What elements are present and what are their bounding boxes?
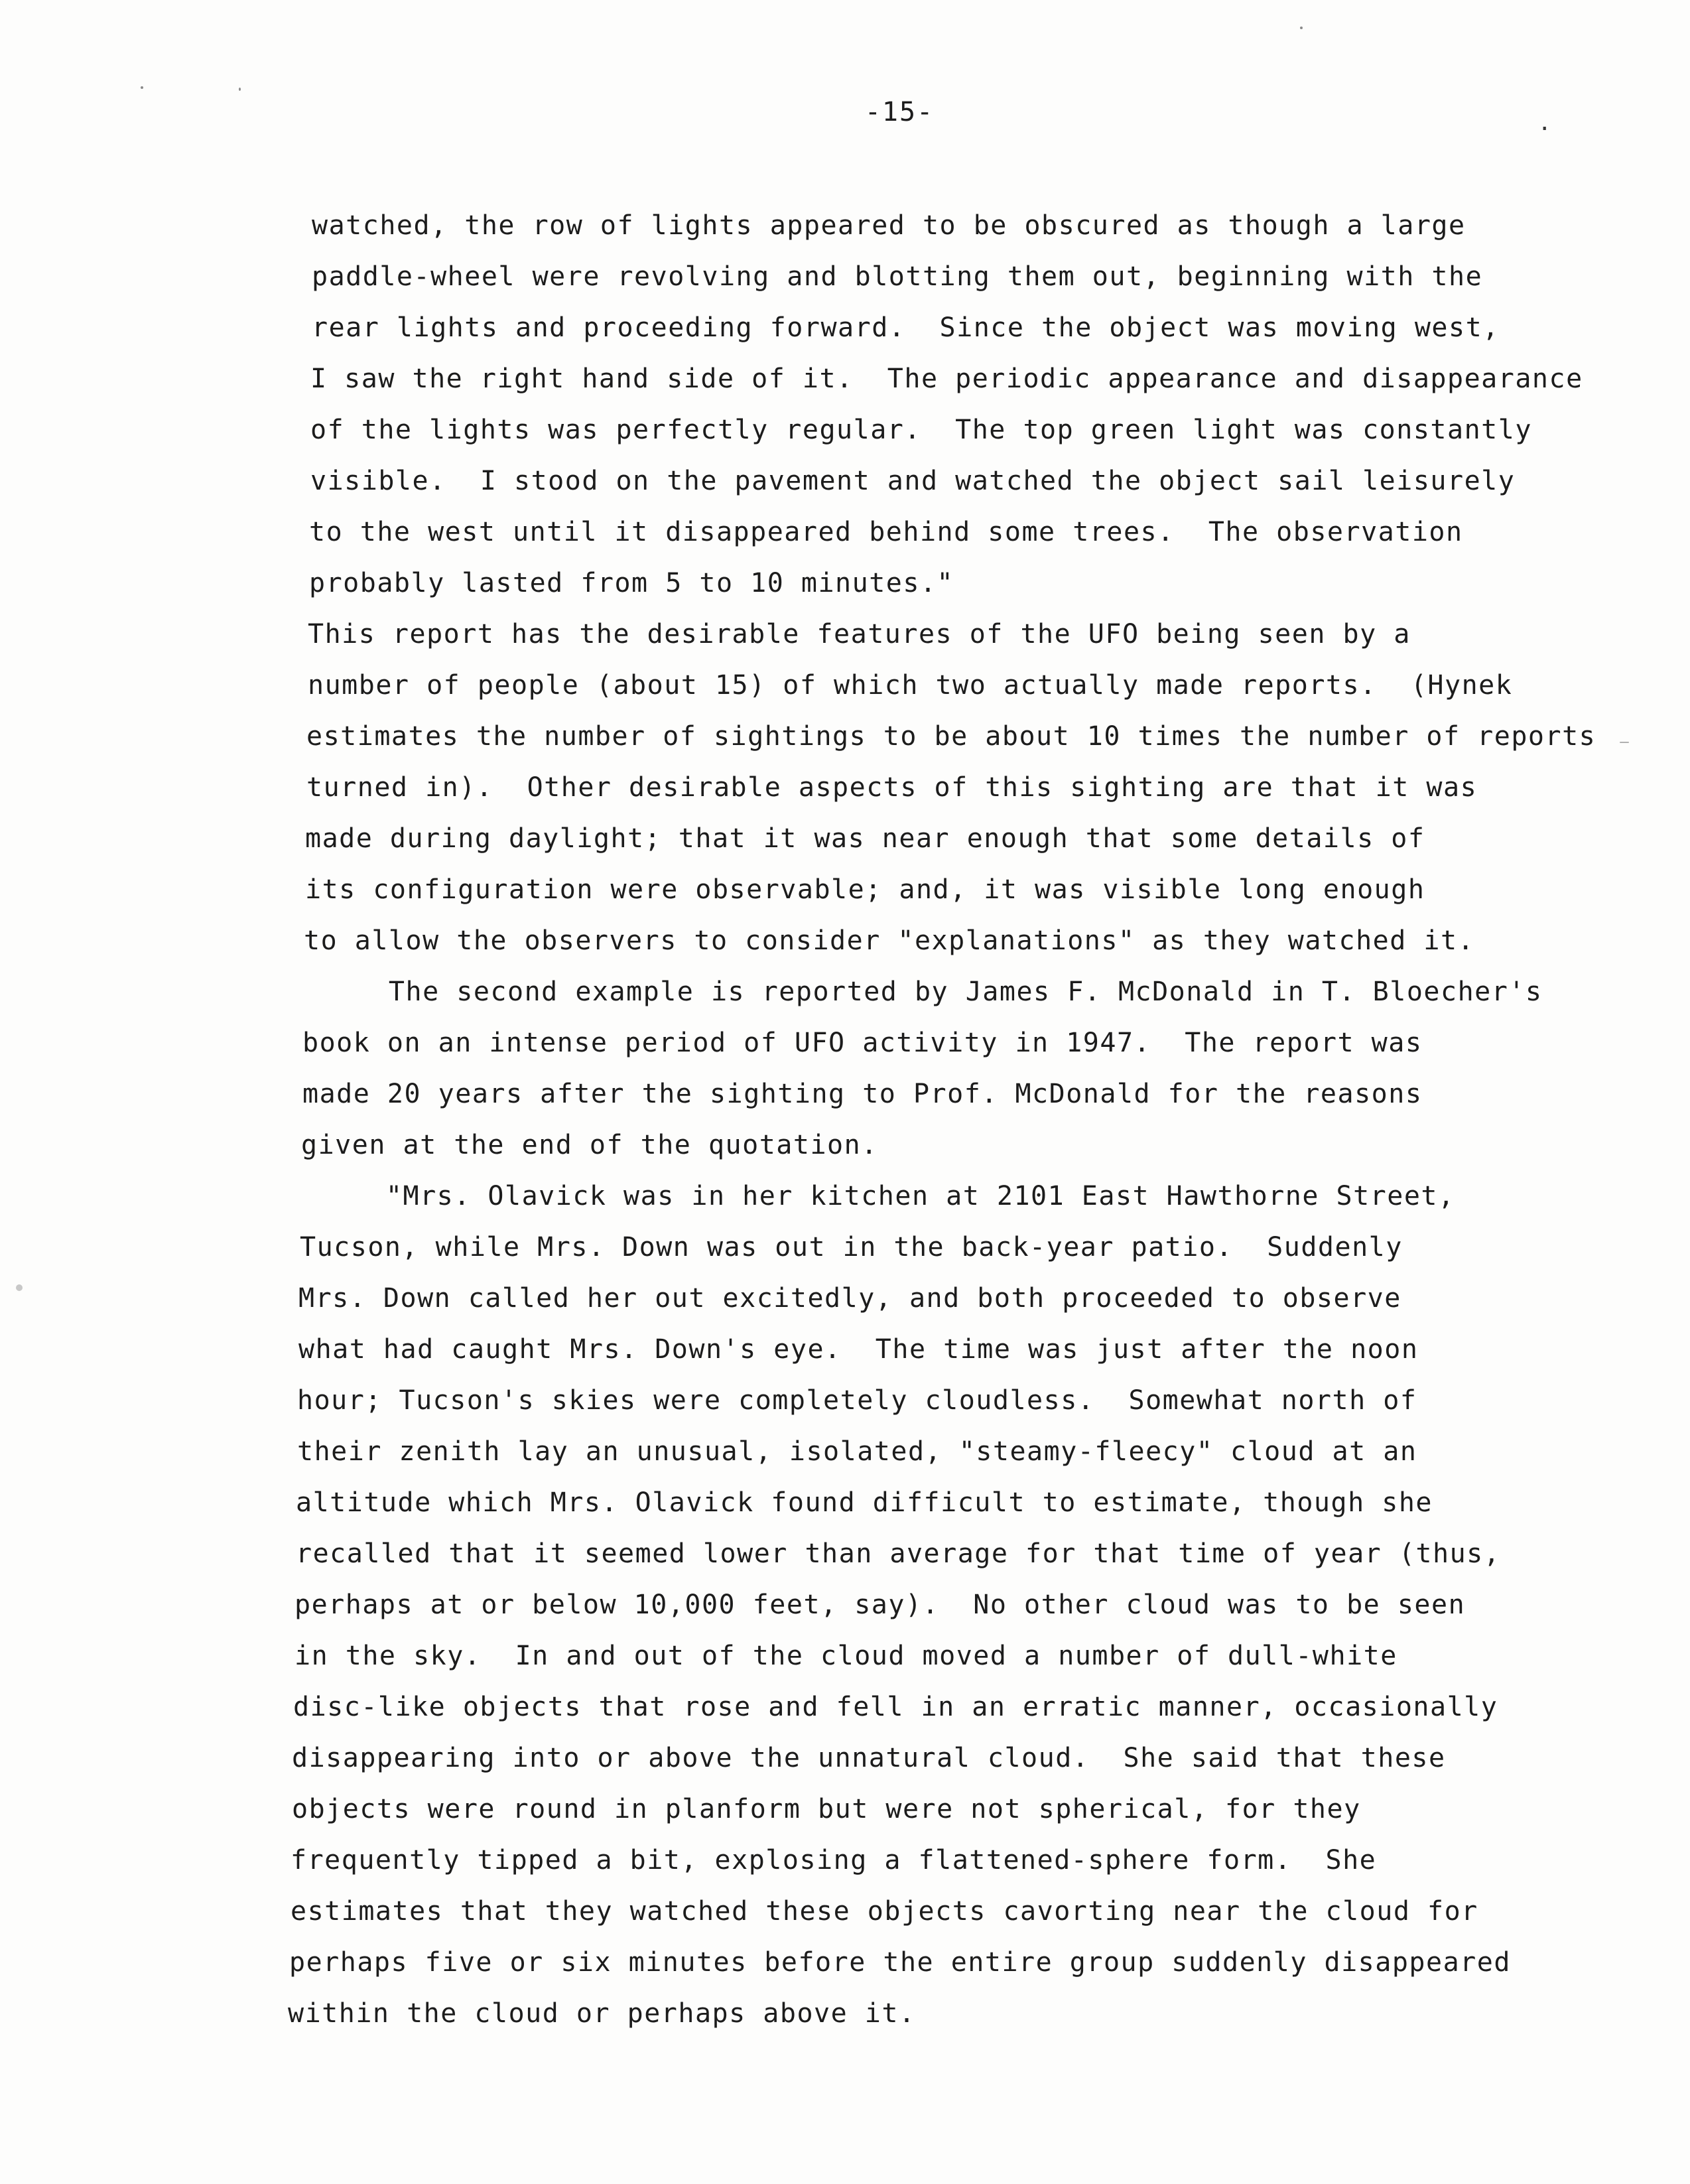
text-line: The second example is reported by James F. McDonald in T. Bloecher's	[304, 977, 1543, 1007]
text-line: turned in). Other desirable aspects of this sighting are that it was	[306, 772, 1478, 803]
text-line: in the sky. In and out of the cloud moved a number of dull-white	[294, 1641, 1398, 1671]
scan-speck	[239, 88, 241, 91]
text-line: number of people (about 15) of which two actually made reports. (Hynek	[308, 670, 1513, 701]
text-line: Mrs. Down called her out excitedly, and both proceeded to observe	[298, 1283, 1401, 1314]
text-line: disappearing into or above the unnatural cloud. She said that these	[292, 1743, 1446, 1773]
text-line: objects were round in planform but were not spherical, for they	[292, 1794, 1361, 1824]
text-line: of the lights was perfectly regular. The top green light was constantly	[310, 415, 1532, 445]
text-line: frequently tipped a bit, explosing a flattened-sphere form. She	[291, 1845, 1377, 1876]
scan-speck	[1300, 27, 1303, 29]
text-line: made during daylight; that it was near enough that some details of	[305, 823, 1425, 854]
text-line: "Mrs. Olavick was in her kitchen at 2101 East Hawthorne Street,	[301, 1181, 1455, 1211]
text-line: perhaps at or below 10,000 feet, say). No other cloud was to be seen	[294, 1590, 1466, 1620]
text-line: estimates the number of sightings to be about 10 times the number of reports	[306, 721, 1596, 752]
text-line: rear lights and proceeding forward. Since the object was moving west,	[312, 312, 1500, 343]
text-line: watched, the row of lights appeared to be obscured as though a large	[312, 210, 1466, 241]
text-line: their zenith lay an unusual, isolated, "steamy-fleecy" cloud at an	[297, 1436, 1417, 1467]
scan-speck	[141, 86, 143, 89]
text-line: This report has the desirable features of the UFO being seen by a	[308, 619, 1411, 649]
text-line: book on an intense period of UFO activity in 1947. The report was	[302, 1028, 1423, 1058]
text-line: altitude which Mrs. Olavick found difficult to estimate, though she	[296, 1487, 1433, 1518]
text-line: Tucson, while Mrs. Down was out in the back-year patio. Suddenly	[300, 1232, 1403, 1263]
page-number: -15-	[864, 97, 935, 127]
text-line: disc-like objects that rose and fell in an erratic manner, occasionally	[293, 1692, 1498, 1722]
text-line: hour; Tucson's skies were completely cloudless. Somewhat north of	[297, 1385, 1417, 1416]
text-line: perhaps five or six minutes before the entire group suddenly disappeared	[289, 1947, 1511, 1978]
text-line: within the cloud or perhaps above it.	[288, 1998, 916, 2029]
text-line: I saw the right hand side of it. The periodic appearance and disappearance	[310, 364, 1583, 394]
text-line: made 20 years after the sighting to Prof. McDonald for the reasons	[302, 1079, 1423, 1109]
corner-mark: ․	[1540, 106, 1549, 137]
text-line: to the west until it disappeared behind some trees. The observation	[309, 517, 1463, 547]
scan-speck	[16, 1284, 23, 1291]
text-line: recalled that it seemed lower than average for that time of year (thus,	[296, 1538, 1501, 1569]
text-line: to allow the observers to consider "explanations" as they watched it.	[304, 925, 1475, 956]
text-line: what had caught Mrs. Down's eye. The time was just after the noon	[298, 1334, 1419, 1365]
text-line: given at the end of the quotation.	[301, 1130, 878, 1160]
text-line: probably lasted from 5 to 10 minutes."	[309, 568, 954, 598]
text-line: its configuration were observable; and, it was visible long enough	[305, 874, 1425, 905]
text-line: visible. I stood on the pavement and watched the object sail leisurely	[310, 466, 1516, 496]
scan-speck	[1620, 742, 1629, 743]
text-line: paddle-wheel were revolving and blotting them out, beginning with the	[312, 261, 1483, 292]
text-line: estimates that they watched these objects cavorting near the cloud for	[291, 1896, 1478, 1927]
